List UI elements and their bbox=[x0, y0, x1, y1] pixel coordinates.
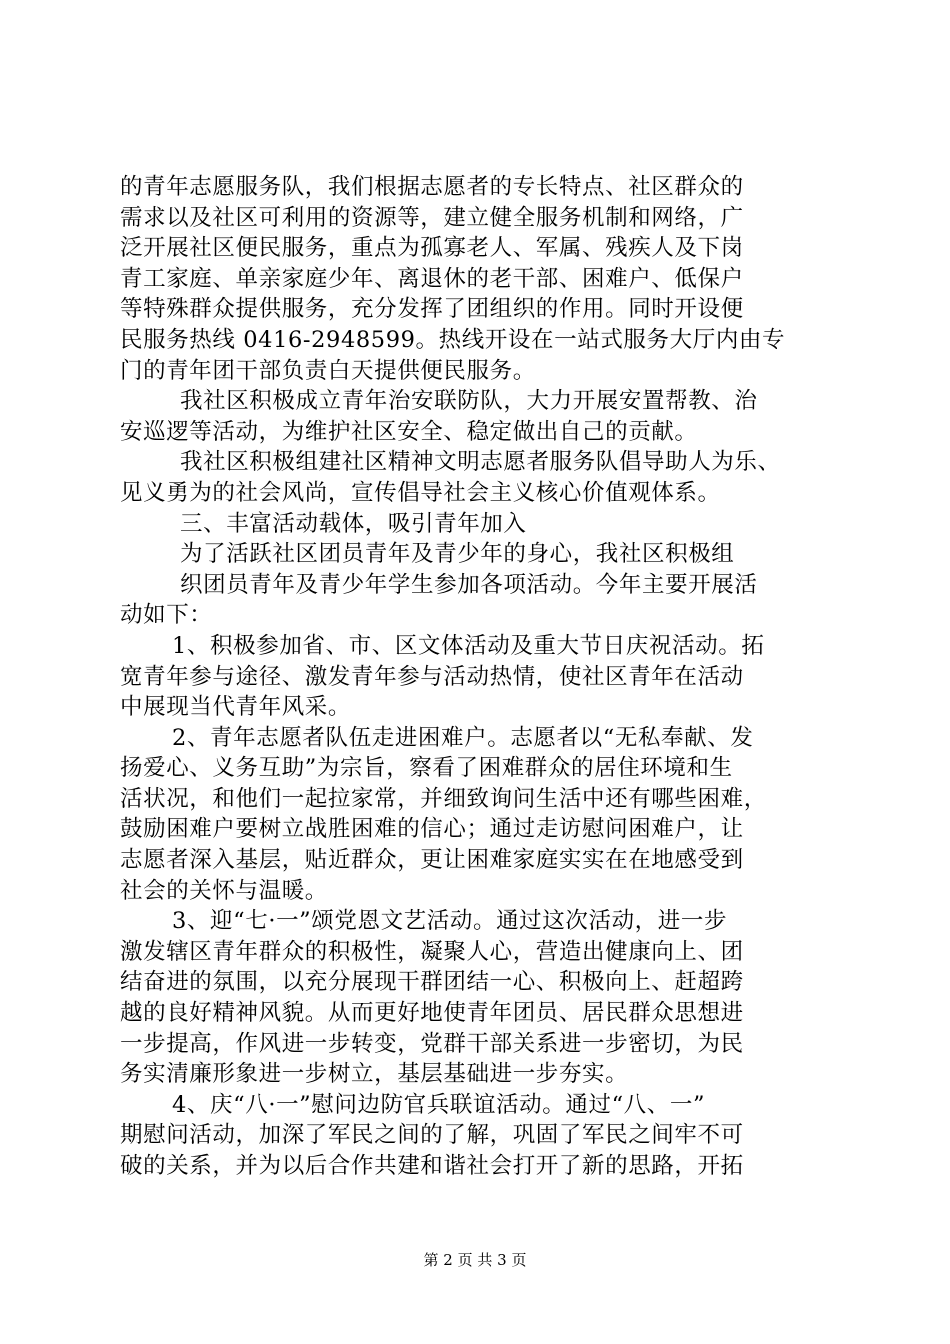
document-body bbox=[120, 172, 840, 1182]
text-line: 激发辖区青年群众的积极性，凝聚人心，营造出健康向上、团 bbox=[120, 938, 744, 965]
text-line: 社会的关怀与温暖。 bbox=[120, 877, 328, 904]
text-line: 民服务热线 0416-2948599。热线开设在一站式服务大厅内由专 bbox=[120, 326, 786, 353]
text-line: 4、庆“八·一”慰问边防官兵联谊活动。通过“八、一” bbox=[172, 1091, 706, 1118]
text-line: 破的关系，并为以后合作共建和谐社会打开了新的思路，开拓 bbox=[120, 1153, 744, 1179]
text-line: 动如下： bbox=[120, 602, 213, 629]
text-line: 青工家庭、单亲家庭少年、离退休的老干部、困难户、低保户 bbox=[120, 265, 744, 292]
text-line: 3、迎“七·一”颂党恩文艺活动。通过这次活动，进一步 bbox=[172, 908, 728, 935]
text-line: 扬爱心、义务互助”为宗旨，察看了困难群众的居住环境和生 bbox=[120, 755, 733, 782]
text-line: 为了活跃社区团员青年及青少年的身心，我社区积极组 bbox=[180, 541, 735, 568]
page-footer bbox=[0, 1250, 950, 1270]
text-line: 需求以及社区可利用的资源等，建立健全服务机制和网络，广 bbox=[120, 204, 744, 231]
text-line: 中展现当代青年风采。 bbox=[120, 694, 352, 721]
text-line: 等特殊群众提供服务，充分发挥了团组织的作用。同时开设便 bbox=[120, 296, 744, 323]
text-line: 活状况，和他们一起拉家常，并细致询问生活中还有哪些困难， bbox=[120, 785, 767, 812]
text-line: 2、青年志愿者队伍走进困难户。志愿者以“无私奉献、发 bbox=[172, 724, 754, 751]
page-number: 第 2 页 共 3 页 bbox=[423, 1251, 527, 1269]
text-line: 安巡逻等活动，为维护社区安全、稳定做出自己的贡献。 bbox=[120, 418, 698, 445]
text-line: 1、积极参加省、市、区文体活动及重大节日庆祝活动。拓 bbox=[172, 632, 765, 659]
text-line: 泛开展社区便民服务，重点为孤寡老人、军属、残疾人及下岗 bbox=[120, 235, 744, 262]
text-line: 结奋进的氛围，以充分展现干群团结一心、积极向上、赶超跨 bbox=[120, 969, 744, 996]
text-line: 我社区积极组建社区精神文明志愿者服务队倡导助人为乐、 bbox=[180, 449, 781, 476]
text-line: 门的青年团干部负责白天提供便民服务。 bbox=[120, 357, 536, 384]
text-line: 期慰问活动，加深了军民之间的了解，巩固了军民之间牢不可 bbox=[120, 1122, 744, 1149]
text-line: 织团员青年及青少年学生参加各项活动。今年主要开展活 bbox=[180, 571, 758, 598]
text-line: 务实清廉形象进一步树立，基层基础进一步夯实。 bbox=[120, 1061, 629, 1088]
text-line: 鼓励困难户要树立战胜困难的信心；通过走访慰问困难户，让 bbox=[120, 816, 744, 843]
section-heading: 三、丰富活动载体，吸引青年加入 bbox=[180, 510, 527, 537]
text-line: 我社区积极成立青年治安联防队，大力开展安置帮教、治 bbox=[180, 388, 758, 415]
text-line: 的青年志愿服务队，我们根据志愿者的专长特点、社区群众的 bbox=[120, 174, 744, 200]
text-line: 越的良好精神风貌。从而更好地使青年团员、居民群众思想进 bbox=[120, 1000, 744, 1027]
text-line: 宽青年参与途径、激发青年参与活动热情，使社区青年在活动 bbox=[120, 663, 744, 690]
text-line: 志愿者深入基层，贴近群众，更让困难家庭实实在在地感受到 bbox=[120, 847, 744, 874]
text-line: 一步提高，作风进一步转变，党群干部关系进一步密切，为民 bbox=[120, 1030, 744, 1057]
text-line: 见义勇为的社会风尚，宣传倡导社会主义核心价值观体系。 bbox=[120, 479, 721, 506]
